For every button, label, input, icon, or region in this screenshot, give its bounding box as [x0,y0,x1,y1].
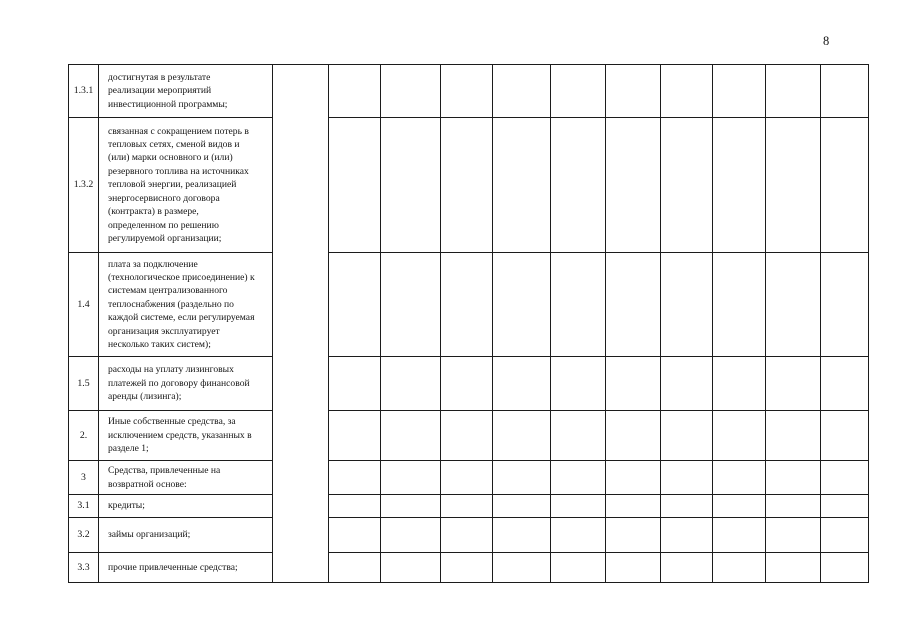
data-cell [713,461,766,495]
data-cell [551,553,606,583]
description-line: каждой системе, если регулируемая [108,312,255,324]
data-cell [329,411,381,461]
description-line: кредиты; [108,500,145,512]
data-cell [766,65,821,118]
description-line: достигнутая в результате [108,71,211,83]
data-cell [713,118,766,253]
data-cell [821,461,869,495]
table-body [69,65,869,583]
data-cell [713,65,766,118]
data-cell [493,118,551,253]
data-cell [661,253,713,357]
description-line: связанная с сокращением потерь в [108,125,249,137]
description-line: регулируемой организации; [108,232,222,244]
data-cell [381,553,441,583]
data-cell [661,518,713,553]
row-number-cell: 1.5 [69,357,99,411]
description-line: займы организаций; [108,529,191,541]
row-number-cell: 3.1 [69,495,99,518]
data-cell [441,357,493,411]
data-cell [329,495,381,518]
table-row [69,518,869,553]
description-line: Средства, привлеченные на [108,465,221,477]
description-line: плата за подключение [108,258,198,270]
data-cell [329,253,381,357]
table-row [69,553,869,583]
data-cell [381,518,441,553]
data-cell [766,518,821,553]
data-cell [441,553,493,583]
description-line: платежей по договору финансовой [108,377,250,389]
row-description-cell [99,411,273,461]
data-cell [329,518,381,553]
data-cell [821,495,869,518]
data-cell [381,65,441,118]
data-cell [713,357,766,411]
table-row [69,411,869,461]
data-cell [329,461,381,495]
data-cell [493,461,551,495]
data-cell [381,118,441,253]
row-number-cell: 3 [69,461,99,495]
description-line: реализации мероприятий [108,85,212,97]
data-cell [661,65,713,118]
data-cell [821,518,869,553]
description-line: расходы на уплату лизинговых [108,364,234,376]
row-number-cell: 3.2 [69,518,99,553]
row-number-cell: 2. [69,411,99,461]
data-cell [381,495,441,518]
data-cell [329,65,381,118]
table-row [69,495,869,518]
data-cell [493,357,551,411]
data-cell [551,357,606,411]
data-cell [441,518,493,553]
data-cell [329,553,381,583]
table-row [69,118,869,253]
data-cell [381,357,441,411]
description-line: резервного топлива на источниках [108,165,249,177]
data-cell [606,461,661,495]
funding-sources-table [68,64,869,583]
data-cell [661,495,713,518]
row-number-cell: 1.4 [69,253,99,357]
data-cell [493,411,551,461]
data-cell [661,118,713,253]
data-cell [713,253,766,357]
data-cell [713,518,766,553]
row-description-cell [99,65,273,118]
data-cell [551,461,606,495]
data-cell [606,411,661,461]
data-cell [381,411,441,461]
description-line: тепловой энергии, реализацией [108,179,237,191]
data-cell [381,461,441,495]
data-cell [551,411,606,461]
data-cell [766,253,821,357]
data-cell [493,65,551,118]
data-cell [606,65,661,118]
data-cell [441,118,493,253]
data-cell [381,253,441,357]
data-cell [606,495,661,518]
data-cell [713,411,766,461]
data-cell [661,461,713,495]
data-cell [551,495,606,518]
data-cell [661,553,713,583]
data-cell [606,118,661,253]
description-line: организация эксплуатирует [108,325,220,337]
row-description-cell [99,495,273,518]
data-cell [551,518,606,553]
data-cell [713,553,766,583]
row-number-cell: 1.3.1 [69,65,99,118]
data-cell [821,253,869,357]
data-cell [329,118,381,253]
description-line: (или) марки основного и (или) [108,152,233,164]
data-cell [766,553,821,583]
description-line: возвратной основе: [108,478,187,490]
data-cell [551,65,606,118]
data-cell [551,253,606,357]
data-cell [821,553,869,583]
description-line: (технологическое присоединение) к [108,271,255,283]
data-cell [821,65,869,118]
description-line: системам централизованного [108,285,228,297]
description-line: тепловых сетях, сменой видов и [108,139,240,151]
description-line: теплоснабжения (раздельно по [108,298,234,310]
page-number: 8 [823,34,830,48]
data-cell [606,553,661,583]
description-line: энергосервисного договора [108,192,220,204]
data-cell [329,357,381,411]
data-cell [441,495,493,518]
row-description-cell [99,253,273,357]
data-cell [441,253,493,357]
data-cell [493,495,551,518]
row-description-cell [99,518,273,553]
row-description-cell [99,461,273,495]
description-line: прочие привлеченные средства; [108,561,238,573]
data-cell [713,495,766,518]
row-description-cell [99,118,273,253]
data-cell [766,357,821,411]
description-line: исключением средств, указанных в [108,429,252,441]
data-cell [766,118,821,253]
data-cell [821,411,869,461]
description-line: Иные собственные средства, за [108,416,236,428]
row-number-cell: 1.3.2 [69,118,99,253]
data-cell [661,357,713,411]
data-cell [441,65,493,118]
data-cell [493,518,551,553]
row-number-cell: 3.3 [69,553,99,583]
description-line: несколько таких систем); [108,339,211,351]
table-row [69,65,869,118]
data-cell [493,253,551,357]
row-description-cell [99,553,273,583]
table-row [69,253,869,357]
description-line: разделе 1; [108,443,149,455]
data-cell [606,253,661,357]
data-cell [441,411,493,461]
data-cell [551,118,606,253]
data-cell [766,411,821,461]
table-row [69,357,869,411]
table-row [69,461,869,495]
description-line: определенном по решению [108,219,219,231]
row-description-cell [99,357,273,411]
description-line: (контракта) в размере, [108,206,199,218]
description-line: инвестиционной программы; [108,98,228,110]
data-cell [606,357,661,411]
data-cell [493,553,551,583]
data-cell [766,495,821,518]
data-cell [441,461,493,495]
data-cell [606,518,661,553]
description-line: аренды (лизинга); [108,391,182,403]
data-cell [821,357,869,411]
data-cell [821,118,869,253]
data-cell [766,461,821,495]
data-cell [661,411,713,461]
merged-empty-column [273,65,329,583]
